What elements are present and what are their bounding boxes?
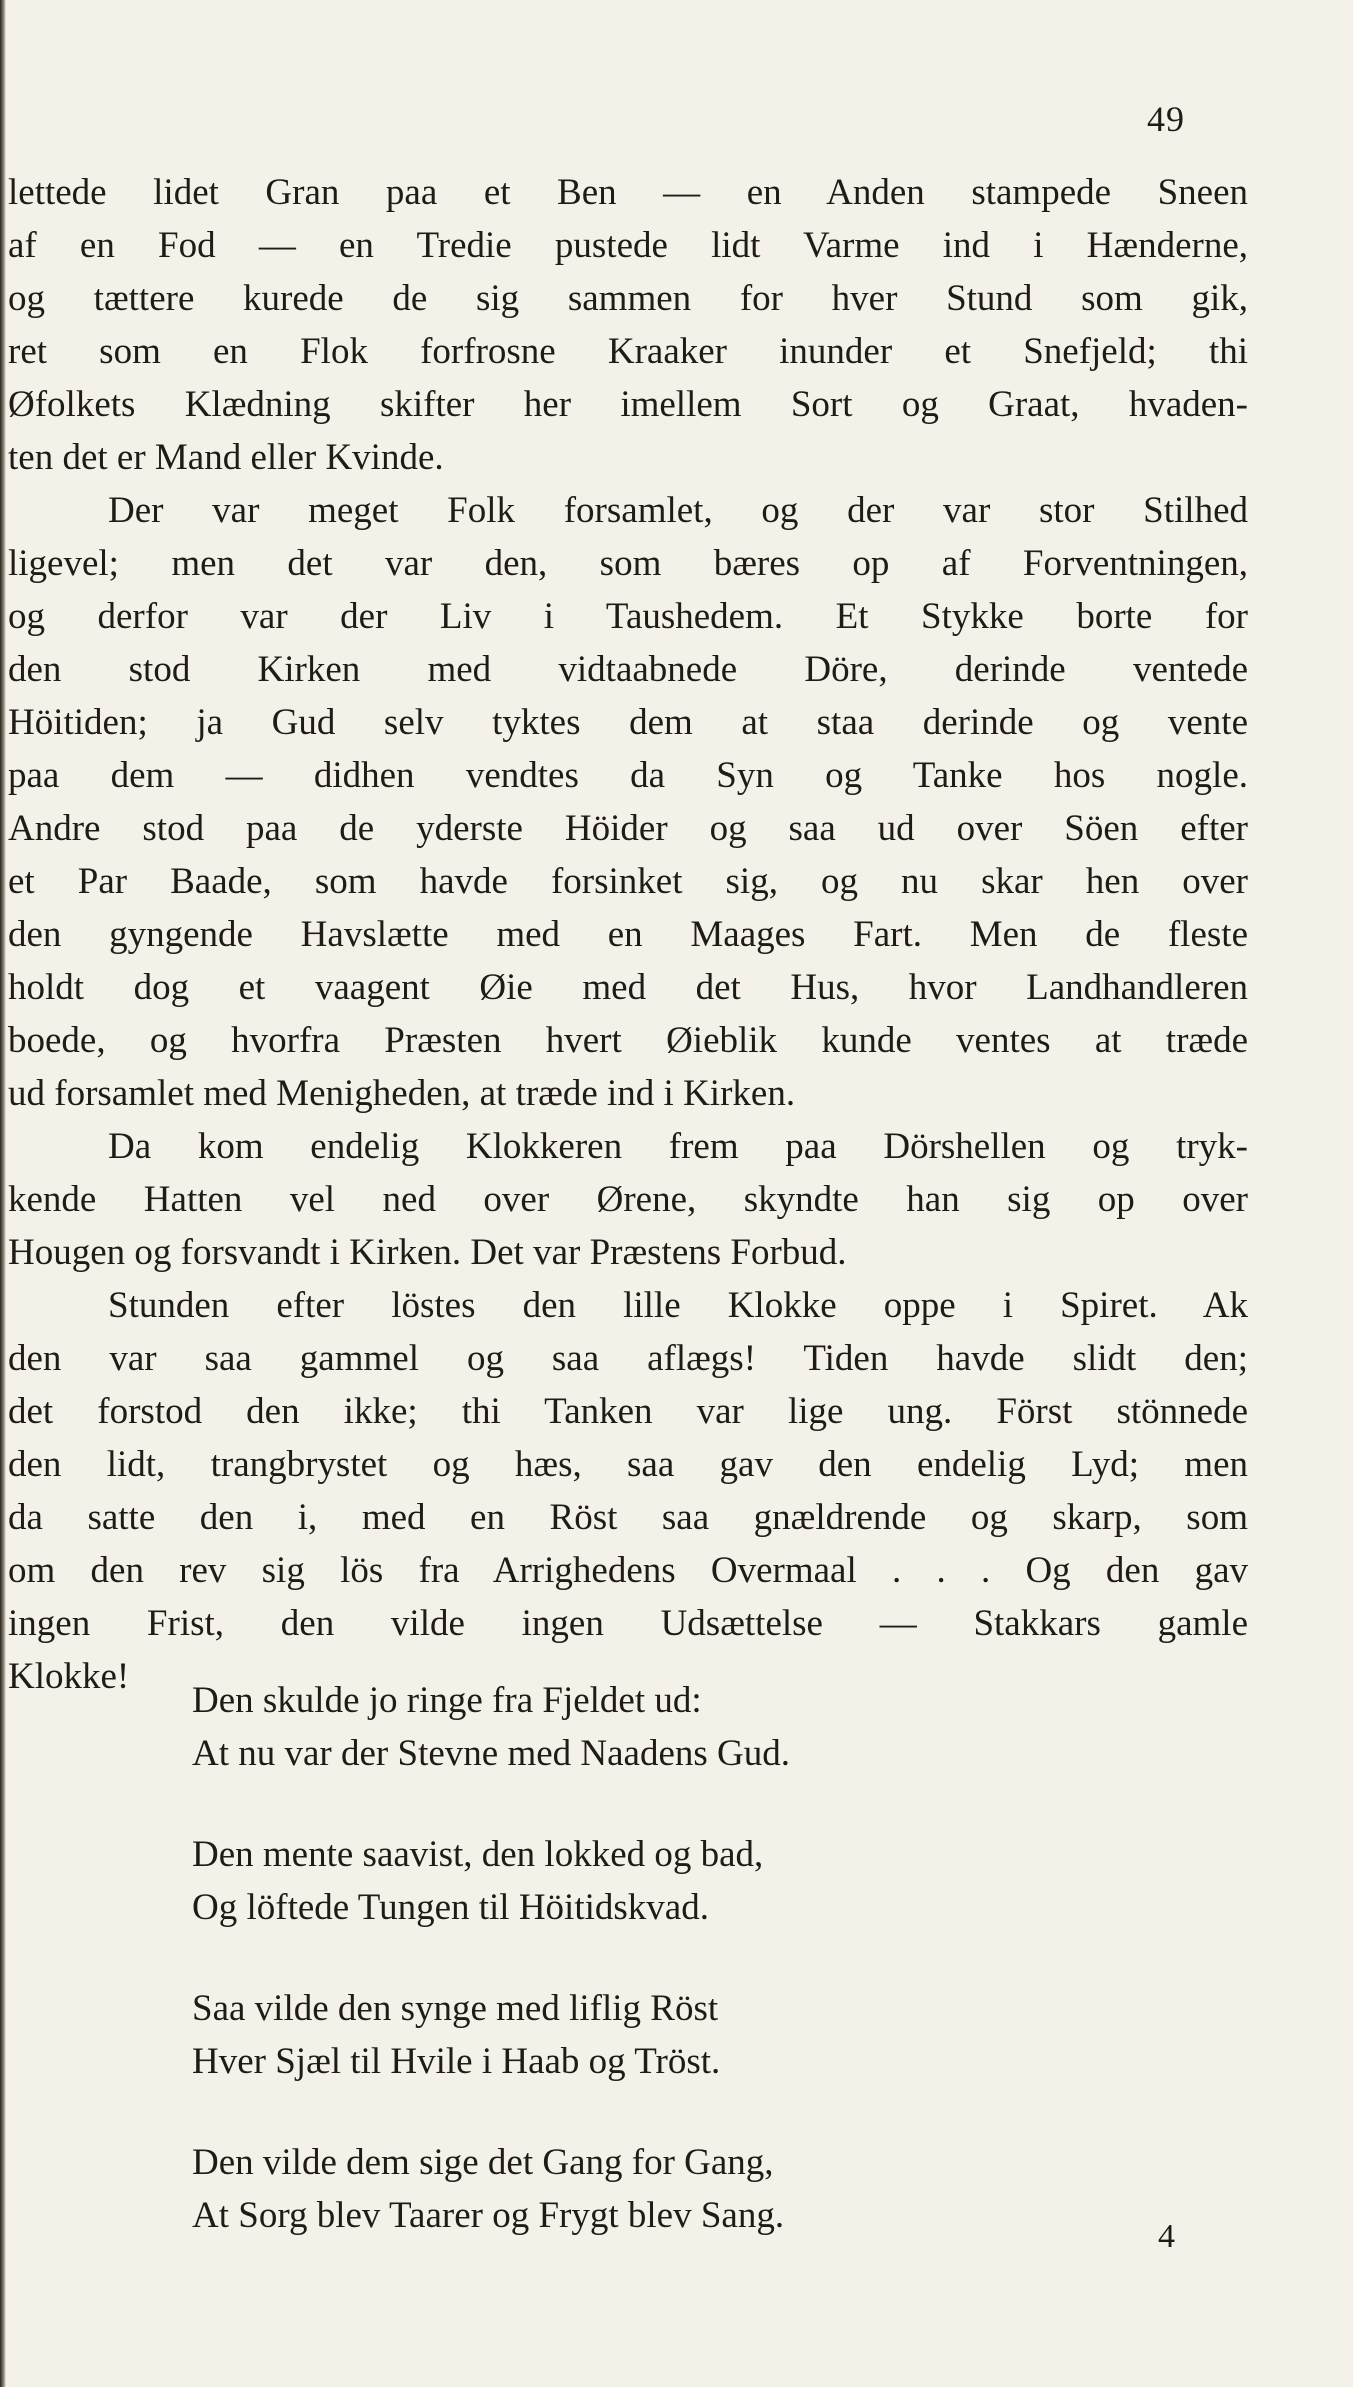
verse-line: Den mente saavist, den lokked og bad, bbox=[192, 1834, 764, 1875]
text-line: og derfor var der Liv i Taushedem. Et Stykke borte for bbox=[8, 596, 1248, 637]
text-line: og tættere kurede de sig sammen for hver Stund som gik, bbox=[8, 278, 1248, 319]
verse-line: At nu var der Stevne med Naadens Gud. bbox=[192, 1733, 790, 1774]
verse-line: Den skulde jo ringe fra Fjeldet ud: bbox=[192, 1680, 702, 1721]
text-line: kende Hatten vel ned over Ørene, skyndte han sig op over bbox=[8, 1179, 1248, 1220]
verse-line: Den vilde dem sige det Gang for Gang, bbox=[192, 2142, 774, 2183]
verse-line: Hver Sjæl til Hvile i Haab og Tröst. bbox=[192, 2041, 721, 2082]
text-line: ten det er Mand eller Kvinde. bbox=[8, 437, 444, 478]
verse-stanza bbox=[192, 1982, 1092, 2088]
signature-mark: 4 bbox=[1158, 2218, 1175, 2255]
verse-stanza bbox=[192, 1828, 1092, 1934]
page-number: 49 bbox=[1147, 99, 1185, 139]
verse-body bbox=[192, 1674, 1092, 2290]
prose-body bbox=[8, 166, 1248, 1703]
page-edge-shadow bbox=[0, 0, 6, 2387]
text-line: den lidt, trangbrystet og hæs, saa gav den endelig Lyd; men bbox=[8, 1444, 1248, 1485]
text-line: Hougen og forsvandt i Kirken. Det var Præstens Forbud. bbox=[8, 1232, 847, 1273]
text-line: holdt dog et vaagent Øie med det Hus, hvor Landhandleren bbox=[8, 967, 1248, 1008]
text-line: af en Fod — en Tredie pustede lidt Varme ind i Hænderne, bbox=[8, 225, 1248, 266]
text-line: den gyngende Havslætte med en Maages Fart. Men de fleste bbox=[8, 914, 1248, 955]
text-line: Andre stod paa de yderste Höider og saa ud over Söen efter bbox=[8, 808, 1248, 849]
text-line: den var saa gammel og saa aflægs! Tiden havde slidt den; bbox=[8, 1338, 1248, 1379]
verse-stanza bbox=[192, 1674, 1092, 1780]
text-line: ingen Frist, den vilde ingen Udsættelse — Stakkars gamle bbox=[8, 1603, 1248, 1644]
text-line: det forstod den ikke; thi Tanken var lige ung. Först stönnede bbox=[8, 1391, 1248, 1432]
text-line: Øfolkets Klædning skifter her imellem Sort og Graat, hvaden- bbox=[8, 384, 1248, 425]
text-line: et Par Baade, som havde forsinket sig, og nu skar hen over bbox=[8, 861, 1248, 902]
text-line: Höitiden; ja Gud selv tyktes dem at staa derinde og vente bbox=[8, 702, 1248, 743]
verse-line: Og löftede Tungen til Höitidskvad. bbox=[192, 1887, 709, 1928]
verse-line: Saa vilde den synge med liflig Röst bbox=[192, 1988, 719, 2029]
text-line: da satte den i, med en Röst saa gnældrende og skarp, som bbox=[8, 1497, 1248, 1538]
text-line: Stunden efter löstes den lille Klokke oppe i Spiret. Ak bbox=[108, 1285, 1248, 1326]
text-line: ret som en Flok forfrosne Kraaker inunder et Snefjeld; thi bbox=[8, 331, 1248, 372]
text-line: paa dem — didhen vendtes da Syn og Tanke hos nogle. bbox=[8, 755, 1248, 796]
text-line: den stod Kirken med vidtaabnede Döre, derinde ventede bbox=[8, 649, 1248, 690]
text-line: om den rev sig lös fra Arrighedens Overmaal . . . Og den gav bbox=[8, 1550, 1248, 1591]
text-line: boede, og hvorfra Præsten hvert Øieblik kunde ventes at træde bbox=[8, 1020, 1248, 1061]
text-line: lettede lidet Gran paa et Ben — en Anden stampede Sneen bbox=[8, 172, 1248, 213]
text-line: Da kom endelig Klokkeren frem paa Dörshellen og tryk- bbox=[108, 1126, 1248, 1167]
text-line: ud forsamlet med Menigheden, at træde ind i Kirken. bbox=[8, 1073, 796, 1114]
text-line: Klokke! bbox=[8, 1656, 130, 1697]
verse-stanza bbox=[192, 2136, 1092, 2242]
text-line: Der var meget Folk forsamlet, og der var stor Stilhed bbox=[108, 490, 1248, 531]
text-line: ligevel; men det var den, som bæres op af Forventningen, bbox=[8, 543, 1248, 584]
verse-line: At Sorg blev Taarer og Frygt blev Sang. bbox=[192, 2195, 785, 2236]
